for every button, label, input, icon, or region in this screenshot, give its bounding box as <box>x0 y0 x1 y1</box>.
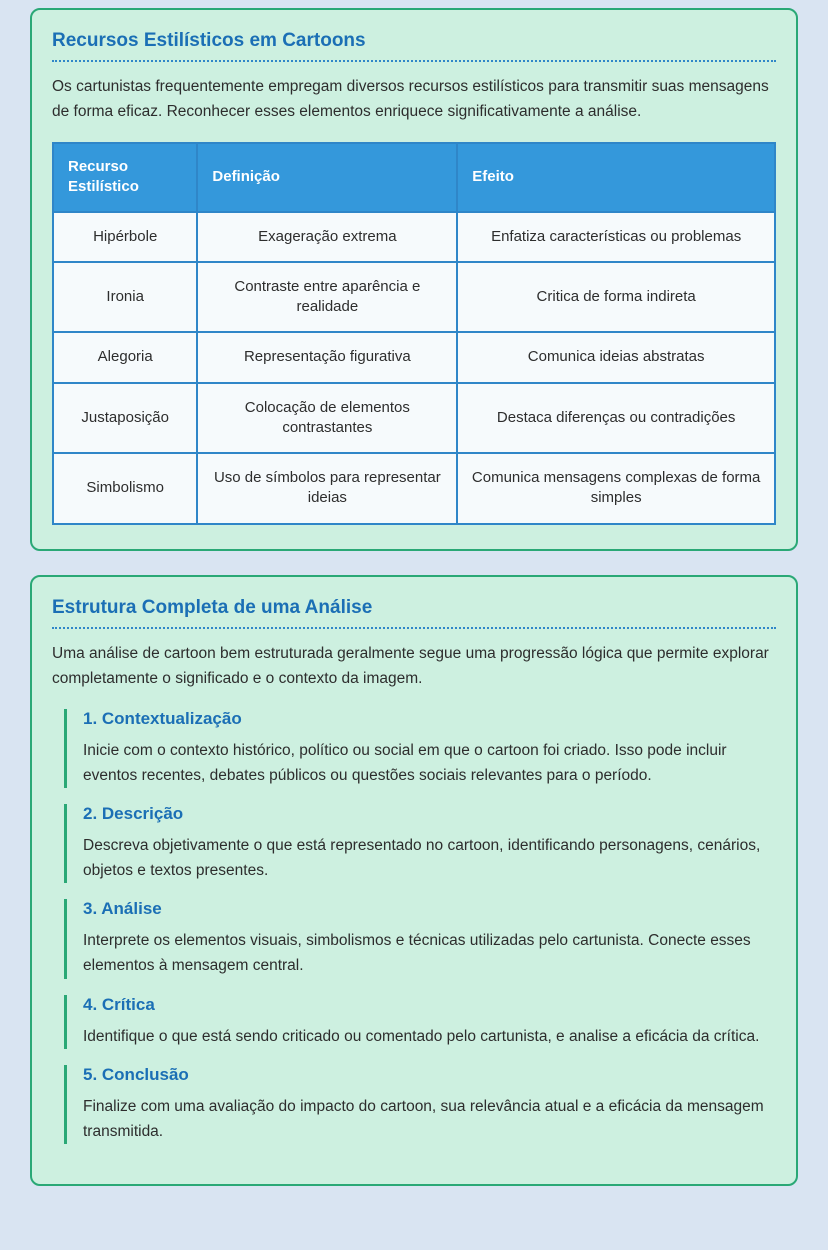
step-conclusao <box>64 1065 776 1144</box>
table-cell: Alegoria <box>53 332 197 382</box>
table-cell: Exageração extrema <box>197 212 457 262</box>
table-cell: Comunica ideias abstratas <box>457 332 775 382</box>
step-heading: 3. Análise <box>83 899 162 919</box>
table-row <box>53 262 775 333</box>
step-body: Interprete os elementos visuais, simbolismos e técnicas utilizadas pelo cartunista. Conecte esses elementos à mensagem central. <box>83 932 751 975</box>
step-analise <box>64 899 776 978</box>
step-body: Descreva objetivamente o que está representado no cartoon, identificando personagens, cenários, objetos e textos presentes. <box>83 837 761 880</box>
table-cell: Contraste entre aparência e realidade <box>197 262 457 333</box>
step-contextualizacao <box>64 709 776 788</box>
table-cell: Comunica mensagens complexas de forma simples <box>457 453 775 524</box>
step-heading: 1. Contextualização <box>83 708 242 728</box>
stylistic-resources-intro: Os cartunistas frequentemente empregam diversos recursos estilísticos para transmitir suas mensagens de forma eficaz. Reconhecer esses elementos enriquece significativamente a análise. <box>52 78 769 121</box>
table-cell: Colocação de elementos contrastantes <box>197 383 457 454</box>
table-cell: Enfatiza características ou problemas <box>457 212 775 262</box>
card-title-analysis-structure: Estrutura Completa de uma Análise <box>52 597 776 629</box>
table-cell: Hipérbole <box>53 212 197 262</box>
table-cell: Ironia <box>53 262 197 333</box>
stylistic-resources-table <box>52 142 776 525</box>
table-cell: Critica de forma indireta <box>457 262 775 333</box>
table-row <box>53 383 775 454</box>
table-row <box>53 453 775 524</box>
table-header-row <box>53 143 775 212</box>
table-cell: Representação figurativa <box>197 332 457 382</box>
step-heading: 2. Descrição <box>83 804 184 824</box>
step-heading: 5. Conclusão <box>83 1064 189 1084</box>
step-body: Identifique o que está sendo criticado ou comentado pelo cartunista, e analise a eficácia da crítica. <box>83 1027 760 1045</box>
table-cell: Justaposição <box>53 383 197 454</box>
table-row <box>53 212 775 262</box>
column-header-definicao: Definição <box>197 143 457 212</box>
step-heading: 4. Crítica <box>83 994 155 1014</box>
analysis-structure-intro: Uma análise de cartoon bem estruturada geralmente segue uma progressão lógica que permite explorar completamente o significado e o contexto da imagem. <box>52 644 769 687</box>
table-cell: Uso de símbolos para representar ideias <box>197 453 457 524</box>
table-row <box>53 332 775 382</box>
table-cell: Simbolismo <box>53 453 197 524</box>
column-header-efeito: Efeito <box>457 143 775 212</box>
analysis-structure-card <box>30 575 798 1186</box>
table-cell: Destaca diferenças ou contradições <box>457 383 775 454</box>
step-critica <box>64 995 776 1049</box>
step-body: Inicie com o contexto histórico, político ou social em que o cartoon foi criado. Isso pode incluir eventos recentes, debates públicos ou questões sociais relevantes para o período. <box>83 741 727 785</box>
step-body: Finalize com uma avaliação do impacto do cartoon, sua relevância atual e a eficácia da mensagem transmitida. <box>83 1097 764 1140</box>
column-header-recurso: Recurso Estilístico <box>53 143 197 212</box>
step-descricao <box>64 804 776 883</box>
card-title-stylistic-resources: Recursos Estilísticos em Cartoons <box>52 30 776 62</box>
stylistic-resources-card <box>30 8 798 551</box>
